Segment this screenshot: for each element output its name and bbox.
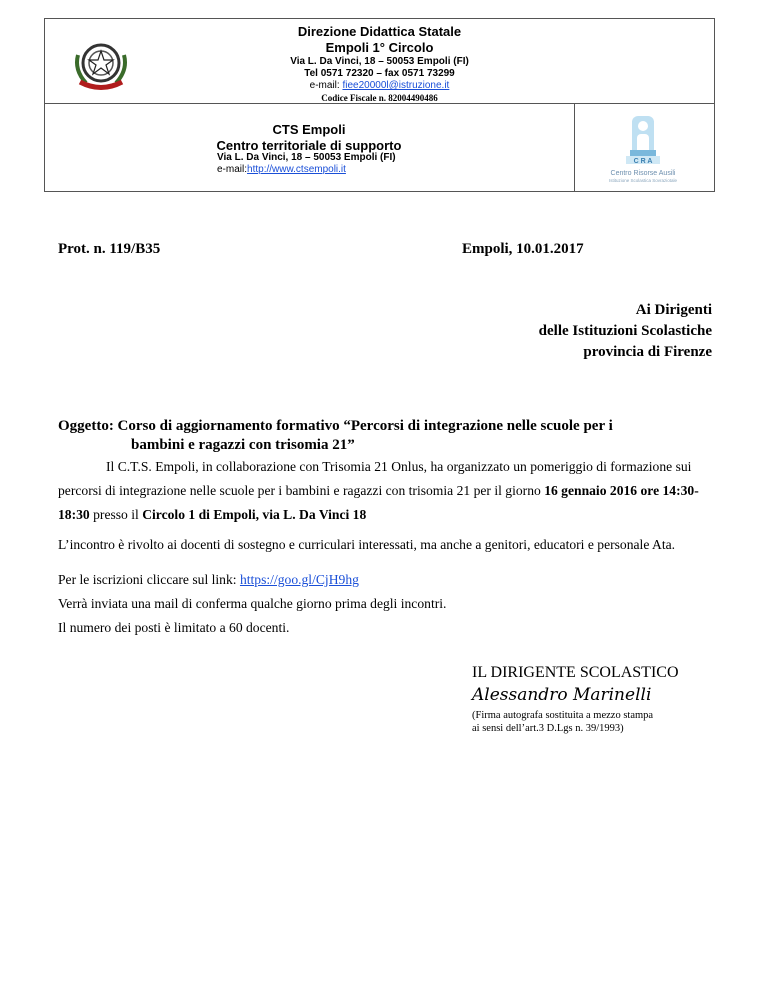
cts-website-line	[217, 164, 396, 176]
paragraph-audience: L’incontro è rivolto ai docenti di sostegno e curriculari interessati, ma anche a genitori, educatori e personale Ata.	[58, 537, 676, 552]
svg-text:C R A: C R A	[633, 158, 653, 165]
registration-text: Per le iscrizioni cliccare sul link:	[58, 572, 240, 587]
school-address: Via L. Da Vinci, 18 – 50053 Empoli (FI)	[290, 56, 469, 67]
paragraph-intro	[58, 455, 718, 527]
recipient-line-1: Ai Dirigenti	[635, 302, 712, 318]
email-label: e-mail:	[309, 80, 343, 91]
school-name: Direzione Didattica Statale	[297, 24, 462, 39]
subject	[58, 417, 708, 455]
seats-line: Il numero dei posti è limitato a 60 docenti.	[58, 620, 290, 635]
signature-note-2: ai sensi dell’art.3 D.Lgs n. 39/1993)	[472, 723, 624, 734]
recipient-line-2: delle Istituzioni Scolastiche	[538, 323, 712, 339]
registration-line	[58, 568, 718, 592]
recipient-block	[539, 300, 712, 363]
event-location: Circolo 1 di Empoli, via L. Da Vinci 18	[142, 507, 367, 522]
cra-caption-1: Centro Risorse Ausili	[610, 170, 676, 177]
school-email-link[interactable]: fiee20000l@istruzione.it	[342, 80, 450, 91]
header-divider	[574, 104, 575, 191]
cts-email-label: e-mail:	[217, 164, 248, 175]
event-date: 16 gennaio 2016 ore 14:30-18:30	[58, 483, 699, 522]
school-phone: Tel 0571 72320 – fax 0571 73299	[304, 68, 455, 79]
cts-subtitle: Centro territoriale di supporto	[216, 138, 402, 153]
cts-title: CTS Empoli	[272, 122, 346, 137]
school-email-line	[45, 80, 714, 92]
signature-name: Alessandro Marinelli	[472, 685, 652, 705]
protocol-number: Prot. n. 119/B35	[58, 241, 161, 257]
recipient-line-3: provincia di Firenze	[583, 344, 712, 360]
confirmation-line: Verrà inviata una mail di conferma qualche giorno prima degli incontri.	[58, 596, 447, 611]
paragraph-registration	[58, 568, 718, 640]
letter-date: Empoli, 10.01.2017	[462, 241, 584, 257]
registration-link[interactable]: https://goo.gl/CjH9hg	[239, 572, 359, 587]
school-header	[44, 18, 715, 104]
cts-address: Via L. Da Vinci, 18 – 50053 Empoli (FI)	[217, 152, 396, 163]
subject-line-1: Oggetto: Corso di aggiornamento formativo “Percorsi di integrazione nelle scuole per i	[58, 418, 613, 434]
intro-text: Il C.T.S. Empoli, in collaborazione con Trisomia 21 Onlus, ha organizzato un pomeriggio di formazione sui percorsi di integrazione nelle scuole per i bambini e ragazzi con trisomia 21 per il giorno	[58, 459, 692, 498]
intro-connector: presso il	[89, 507, 143, 522]
fiscal-code: Codice Fiscale n. 82004490486	[321, 93, 438, 103]
signature-title: IL DIRIGENTE SCOLASTICO	[472, 664, 679, 681]
signature-block	[472, 663, 679, 735]
cts-header	[44, 103, 715, 192]
school-circle: Empoli 1° Circolo	[325, 40, 434, 55]
signature-note	[472, 709, 679, 735]
cra-caption-2: Istituzione Scolastica Sovraziotale	[608, 178, 678, 183]
signature-note-1: (Firma autografa sostituita a mezzo stampa	[472, 710, 654, 721]
cra-logo-icon	[586, 112, 704, 187]
cts-website-link[interactable]: http://www.ctsempoli.it	[247, 164, 346, 175]
subject-line-2: bambini e ragazzi con trisomia 21”	[131, 437, 355, 453]
